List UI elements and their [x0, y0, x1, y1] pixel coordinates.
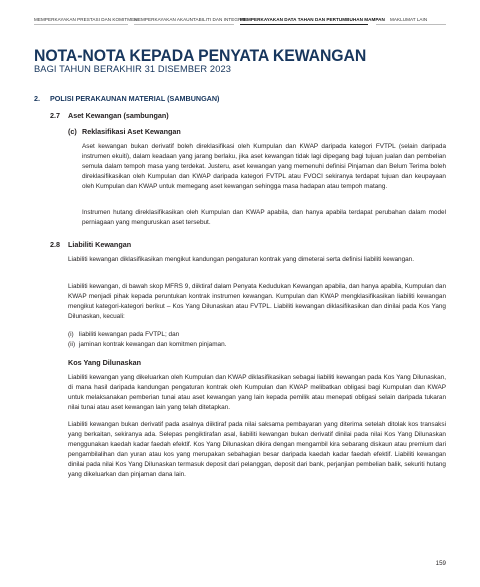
list-item — [68, 341, 226, 348]
paragraph-reklasifikasi-2: Instrumen hutang direklasifikasikan oleh Kumpulan dan KWAP apabila, dan hanya apabila terdapat perubahan dalam model perniagaan yang menguruskan aset tersebut. — [82, 209, 446, 227]
nav-tab-akauntabiliti[interactable]: MEMPERKAYAKAN AKAUNTABILITI DAN INTEGRITI — [134, 17, 247, 22]
subsection-number-2-8: 2.8 — [50, 240, 60, 249]
nav-divider-active — [240, 24, 368, 25]
paragraph-liabiliti-2: Liabiliti kewangan, di bawah skop MFRS 9, diiktiraf dalam Penyata Kedudukan Kewangan apabila, dan hanya apabila, Kumpulan dan KWAP menjadi pihak kepada peruntukan kontrak instrumen kewangan. Kumpulan dan KWAP mengklasifikasikan liabiliti kewangan mengikut kategori-kategori berikut – Kos Yang Dilunaskan atau FVTPL. Liabiliti kewangan diklasifikasikan dan dinilai pada Kos Yang Dilunaskan, kecuali: — [68, 283, 446, 321]
page-subtitle: BAGI TAHUN BERAKHIR 31 DISEMBER 2023 — [34, 64, 232, 74]
paragraph-kos-1: Liabiliti kewangan yang dikeluarkan oleh Kumpulan dan KWAP diklasifikasikan sebagai liabiliti kewangan pada Kos Yang Dilunaskan, di mana hasil daripada kandungan pengaturan kontrak oleh Kumpulan dan KWAP melibatkan obligasi bagi Kumpulan dan KWAP untuk melaksanakan pemberian tunai atau aset kewangan yang lain kepada pemilik atau menepati obligasi selain daripada tukaran nilai tunai atau aset kewangan lain yang telah ditetapkan. — [68, 374, 446, 412]
paragraph-liabiliti-1: Liabiliti kewangan diklasifikasikan mengikut kandungan pengaturan kontrak yang dimeterai serta definisi liabiliti kewangan. — [68, 256, 415, 263]
heading-kos-yang-dilunaskan: Kos Yang Dilunaskan — [68, 358, 141, 367]
nav-tab-data-tahan[interactable]: MEMPERKAYAKAN DATA TAHAN DAN PERTUMBUHAN MAMPAN — [240, 17, 385, 22]
list-text: jaminan kontrak kewangan dan komitmen pinjaman. — [79, 341, 227, 348]
nav-divider — [134, 24, 234, 25]
section-number: 2. — [34, 94, 40, 103]
subsection-number-2-7: 2.7 — [50, 111, 60, 120]
page-title: NOTA-NOTA KEPADA PENYATA KEWANGAN — [34, 46, 367, 65]
top-navigation — [34, 17, 446, 27]
nav-divider — [376, 24, 446, 25]
list-marker: (i) — [68, 331, 74, 338]
subsection-title-2-7: Aset Kewangan (sambungan) — [68, 111, 169, 120]
list-item — [68, 331, 179, 338]
nav-divider — [34, 24, 128, 25]
section-title: POLISI PERAKAUNAN MATERIAL (SAMBUNGAN) — [50, 94, 220, 103]
paragraph-reklasifikasi-1: Aset kewangan bukan derivatif boleh direklasifikasi oleh Kumpulan dan KWAP daripada kategori FVTPL (selain daripada instrumen ekuiti), dalam keadaan yang jarang berlaku, jika aset kewangan tidak lagi dipegang bagi tujuan jualan dan pembelian semula dalam tempoh masa yang terdekat. Justeru, aset kewangan yang memenuhi definisi Pinjaman dan Belum Terima boleh direklasifikasikan oleh Kumpulan dan KWAP daripada kategori FVTPL atau FVOCI sekiranya terdapat tujuan dan keupayaan oleh Kumpulan dan KWAP untuk memegang aset kewangan sehingga masa hadapan atau tempoh matang. — [82, 143, 446, 191]
nav-tab-prestasi[interactable]: MEMPERKAYAKAN PRESTASI DAN KOMITMEN — [34, 17, 138, 22]
list-text: liabiliti kewangan pada FVTPL; dan — [79, 331, 180, 338]
page-number: 159 — [435, 560, 446, 567]
list-marker: (ii) — [68, 341, 76, 348]
paragraph-kos-2: Liabiliti kewangan bukan derivatif pada asalnya diiktiraf pada nilai saksama pembayaran yang diterima setelah ditolak kos transaksi yang berkaitan, sekiranya ada. Selepas pengiktirafan asal, liabiliti kewangan bukan derivatif dinilai pada nilai Kos Yang Dilunaskan menggunakan kaedah kadar faedah efektif. Kos Yang Dilunaskan dikira dengan mengambil kira sebarang diskaun atau premium dari pengambilalihan dan yuran atau kos yang merupakan sebahagian besar daripada kaedah kadar faedah efektif. Liabiliti kewangan dinilai pada nilai Kos Yang Dilunaskan termasuk deposit dari pelanggan, deposit dari bank, perjanjian pembelian balik, sekuriti hutang yang dikeluarkan dan pinjaman dana lain. — [68, 421, 446, 479]
sub-label-c: (c) — [68, 127, 77, 136]
subsection-title-2-8: Liabiliti Kewangan — [68, 240, 132, 249]
sub-title-reklasifikasi: Reklasifikasi Aset Kewangan — [82, 127, 181, 136]
nav-tab-maklumat-lain[interactable]: MAKLUMAT LAIN — [390, 17, 428, 22]
